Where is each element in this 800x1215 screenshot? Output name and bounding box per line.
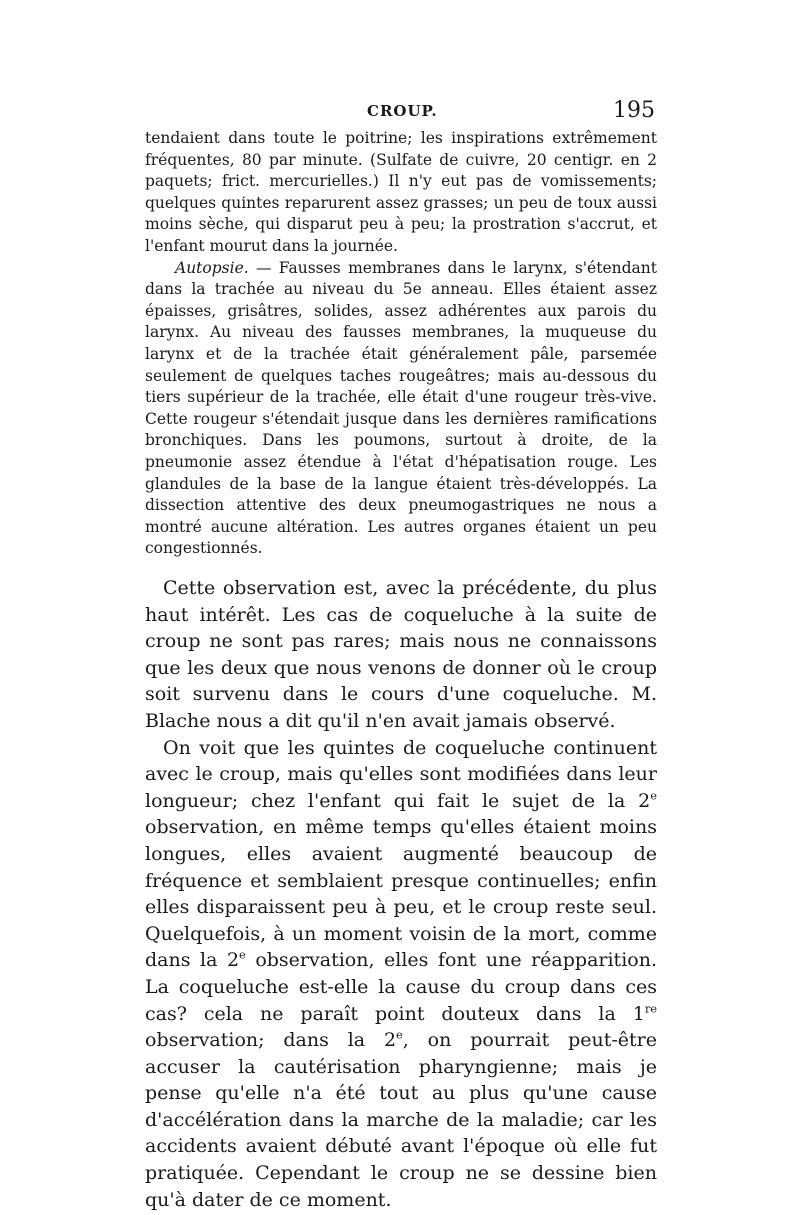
page-number: 195 — [613, 98, 655, 123]
commentary-text — [145, 575, 657, 1213]
commentary-paragraph-2 — [145, 735, 657, 1214]
case-observation-text — [145, 128, 657, 560]
superscript: e — [239, 947, 246, 962]
autopsy-paragraph — [145, 258, 657, 560]
observation-paragraph: tendaient dans toute le poitrine; les inspirations extrêmement fréquentes, 80 par minute. (Sulfate de cuivre, 20 centigr. en 2 paquets; frict. mercurielles.) Il n'y eut pas de vomissements; quelques quintes reparurent assez grasses; un peu de toux aussi moins sèche, qui disparut peu à peu; la prostration s'accrut, et l'enfant mourut dans la journée. — [145, 129, 657, 255]
text-run: observation; dans la 2 — [145, 1029, 397, 1052]
superscript: re — [644, 1001, 657, 1016]
running-head — [145, 98, 655, 126]
superscript: e — [396, 1027, 403, 1042]
text-run: On voit que les quintes de coqueluche continuent avec le croup, mais qu'elles sont modifiées dans leur longueur; chez l'enfant qui fait le sujet de la 2 — [145, 736, 657, 812]
autopsy-text: — Fausses membranes dans le larynx, s'étendant dans la trachée au niveau du 5e anneau. Elles étaient assez épaisses, grisâtres, solides, assez adhérentes aux parois du larynx. Au niveau des fausses membranes, la muqueuse du larynx et de la trachée était généralement pâle, parsemée seulement de quelques taches rougeâtres; mais au-dessous du tiers supérieur de la trachée, elle était d'une rougeur très-vive. Cette rougeur s'étendait jusque dans les dernières ramifications bronchiques. Dans les poumons, surtout à droite, de la pneumonie assez étendue à l'état d'hépatisation rouge. Les glandules de la base de la langue étaient très-développés. La dissection attentive des deux pneumogastriques ne nous a montré aucune altération. Les autres organes étaient un peu congestionnés. — [145, 258, 657, 558]
commentary-paragraph-1: Cette observation est, avec la précédente, du plus haut intérêt. Les cas de coqueluche à la suite de croup ne sont pas rares; mais nous ne connaissons que les deux que nous venons de donner où le croup soit survenu dans le cours d'une coqueluche. M. Blache nous a dit qu'il n'en avait jamais observé. — [145, 577, 657, 732]
chapter-title: CROUP. — [367, 102, 438, 120]
autopsy-label: Autopsie. — [175, 258, 249, 277]
text-run: observation, en même temps qu'elles étaient moins longues, elles avaient augmenté beaucoup de fréquence et semblaient presque continuelles; enfin elles disparaissent peu à peu, et le croup reste seul. Quelquefois, à un moment voisin de la mort, comme dans la 2 — [145, 816, 657, 972]
text-run: , on pourrait peut-être accuser la cautérisation pharyngienne; mais je pense qu'elle n'a été tout au plus qu'une cause d'accélération dans la marche de la maladie; car les accidents avaient débuté avant l'époque où elle fut pratiquée. Cependant le croup ne se dessine bien qu'à dater de ce moment. — [145, 1029, 657, 1211]
text-run: observation, elles font une réapparition. La coqueluche est-elle la cause du croup dans ces cas? cela ne paraît point douteux dans la 1 — [145, 949, 657, 1025]
superscript: e — [650, 788, 657, 803]
